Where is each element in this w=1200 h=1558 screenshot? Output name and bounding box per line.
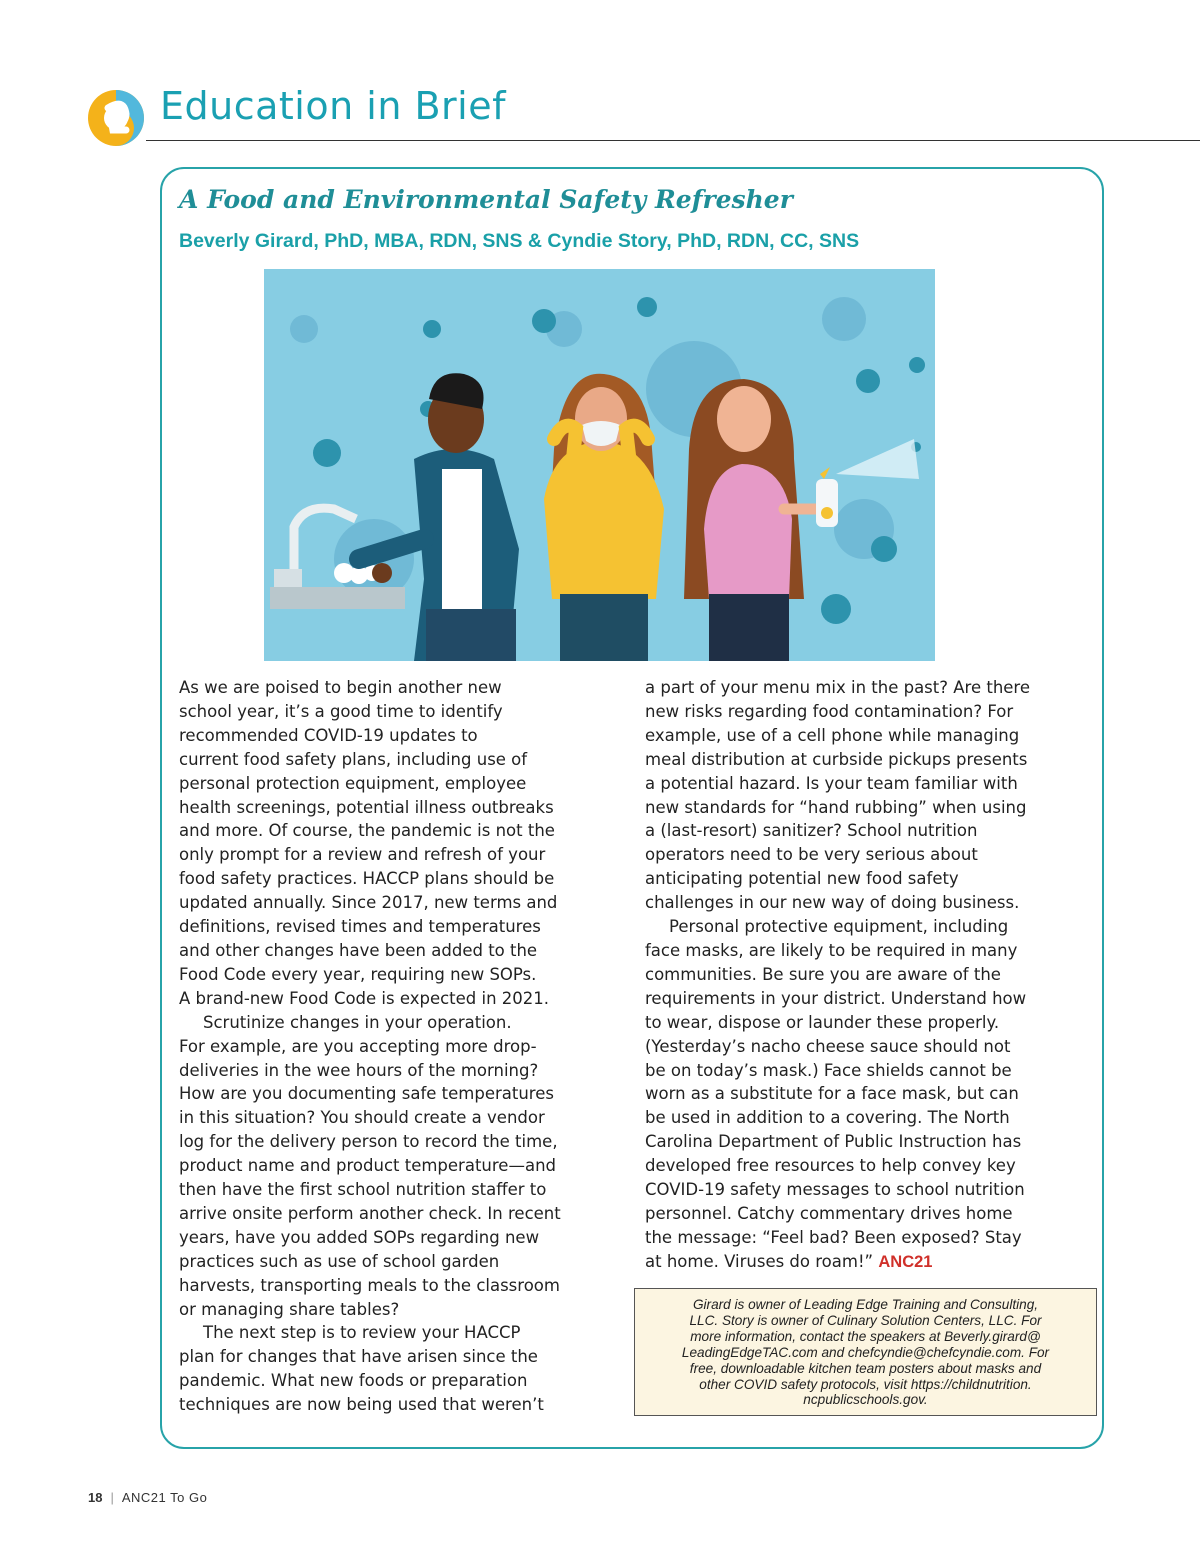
body-line: Scrutinize changes in your operation. (203, 1012, 512, 1032)
body-line-text: at home. Viruses do roam!” (645, 1251, 874, 1271)
body-line: updated annually. Since 2017, new terms and (179, 893, 558, 913)
body-line: Food Code every year, requiring new SOPs. (179, 964, 537, 984)
body-line: operators need to be very serious about (645, 845, 978, 865)
article-title: A Food and Environmental Safety Refresher (179, 185, 793, 214)
body-line: meal distribution at curbside pickups presents (645, 749, 1028, 769)
body-line: product name and product temperature—and (179, 1156, 556, 1176)
body-line: worn as a substitute for a face mask, but can (645, 1084, 1019, 1104)
body-line: school year, it’s a good time to identify (179, 701, 503, 721)
bio-line: LLC. Story is owner of Culinary Solution Centers, LLC. For (689, 1312, 1042, 1328)
page-footer (88, 1490, 207, 1505)
body-line: techniques are now being used that weren’t (179, 1395, 544, 1415)
body-line: recommended COVID-19 updates to (179, 725, 478, 745)
body-line: personal protection equipment, employee (179, 773, 527, 793)
food-safety-illustration (264, 269, 935, 661)
body-line: a part of your menu mix in the past? Are there (645, 678, 1031, 697)
body-line: practices such as use of school garden (179, 1251, 500, 1271)
header-rule (146, 140, 1200, 141)
body-line: a potential hazard. Is your team familiar with (645, 773, 1018, 793)
page-number: 18 (88, 1490, 103, 1505)
body-line: health screenings, potential illness outbreaks (179, 797, 554, 817)
publication-name: ANC21 To Go (121, 1490, 208, 1505)
body-line: developed free resources to help convey key (645, 1156, 1016, 1176)
body-line: face masks, are likely to be required in many (645, 940, 1018, 960)
body-line: current food safety plans, including use of (179, 749, 528, 769)
body-line: communities. Be sure you are aware of the (645, 964, 1001, 984)
body-line: be on today’s mask.) Face shields cannot be (645, 1060, 1012, 1080)
body-line: As we are poised to begin another new (179, 678, 502, 697)
body-line: food safety practices. HACCP plans should be (179, 869, 555, 889)
body-line: and other changes have been added to the (179, 940, 538, 960)
bio-line: other COVID safety protocols, visit https://childnutrition. (699, 1376, 1032, 1392)
body-last-line (645, 1250, 1095, 1275)
bio-line: Girard is owner of Leading Edge Training and Consulting, (692, 1297, 1039, 1312)
body-line: requirements in your district. Understand how (645, 988, 1027, 1008)
body-line: new risks regarding food contamination? For (645, 701, 1014, 721)
body-line: and more. Of course, the pandemic is not the (179, 821, 555, 841)
body-line: (Yesterday’s nacho cheese sauce should not (645, 1036, 1011, 1056)
body-line: new standards for “hand rubbing” when using (645, 797, 1027, 817)
body-line: plan for changes that have arisen since the (179, 1347, 538, 1367)
body-line: then have the first school nutrition staffer to (179, 1180, 547, 1200)
body-line: pandemic. What new foods or preparation (179, 1371, 528, 1391)
body-line: personnel. Catchy commentary drives home (645, 1203, 1013, 1223)
body-line: harvests, transporting meals to the classroom (179, 1275, 560, 1295)
body-line: COVID-19 safety messages to school nutrition (645, 1180, 1025, 1200)
body-line: The next step is to review your HACCP (203, 1323, 521, 1343)
footer-separator: | (110, 1490, 114, 1505)
body-line: A brand-new Food Code is expected in 2021. (179, 988, 550, 1008)
author-bio-box (634, 1288, 1097, 1416)
body-line: For example, are you accepting more drop- (179, 1036, 537, 1056)
bio-line: ncpublicschools.gov. (803, 1392, 928, 1408)
body-line: anticipating potential new food safety (645, 869, 959, 889)
body-line: arrive onsite perform another check. In recent (179, 1203, 561, 1223)
body-line: be used in addition to a covering. The North (645, 1108, 1010, 1128)
bio-line: LeadingEdgeTAC.com and chefcyndie@chefcyndie.com. For (681, 1344, 1050, 1360)
body-line: challenges in our new way of doing business. (645, 893, 1020, 913)
body-line: or managing share tables? (179, 1299, 400, 1319)
body-line: the message: “Feel bad? Been exposed? Stay (645, 1227, 1022, 1247)
body-line: to wear, dispose or launder these properly. (645, 1012, 1000, 1032)
body-line: log for the delivery person to record the time, (179, 1132, 558, 1152)
body-line: a (last-resort) sanitizer? School nutrition (645, 821, 978, 841)
body-line: example, use of a cell phone while managing (645, 725, 1020, 745)
body-line: deliveries in the wee hours of the morning? (179, 1060, 539, 1080)
body-line: Carolina Department of Public Instruction has (645, 1132, 1022, 1152)
body-line: How are you documenting safe temperatures (179, 1084, 554, 1104)
bio-line: more information, contact the speakers at Beverly.girard@ (690, 1328, 1041, 1344)
body-line: in this situation? You should create a vendor (179, 1108, 545, 1128)
article-body-left-column (179, 676, 629, 1417)
body-line: only prompt for a review and refresh of your (179, 845, 546, 865)
brand-logo-icon (86, 88, 146, 148)
end-tag: ANC21 (878, 1252, 933, 1271)
section-title: Education in Brief (160, 84, 506, 128)
article-authors: Beverly Girard, PhD, MBA, RDN, SNS & Cyndie Story, PhD, RDN, CC, SNS (179, 230, 860, 252)
body-line: Personal protective equipment, including (669, 917, 1009, 937)
body-line: years, have you added SOPs regarding new (179, 1227, 540, 1247)
masked-person (544, 374, 664, 661)
body-line: definitions, revised times and temperatures (179, 917, 541, 937)
bio-line: free, downloadable kitchen team posters about masks and (689, 1360, 1042, 1376)
article-body-right-column (645, 676, 1095, 1275)
